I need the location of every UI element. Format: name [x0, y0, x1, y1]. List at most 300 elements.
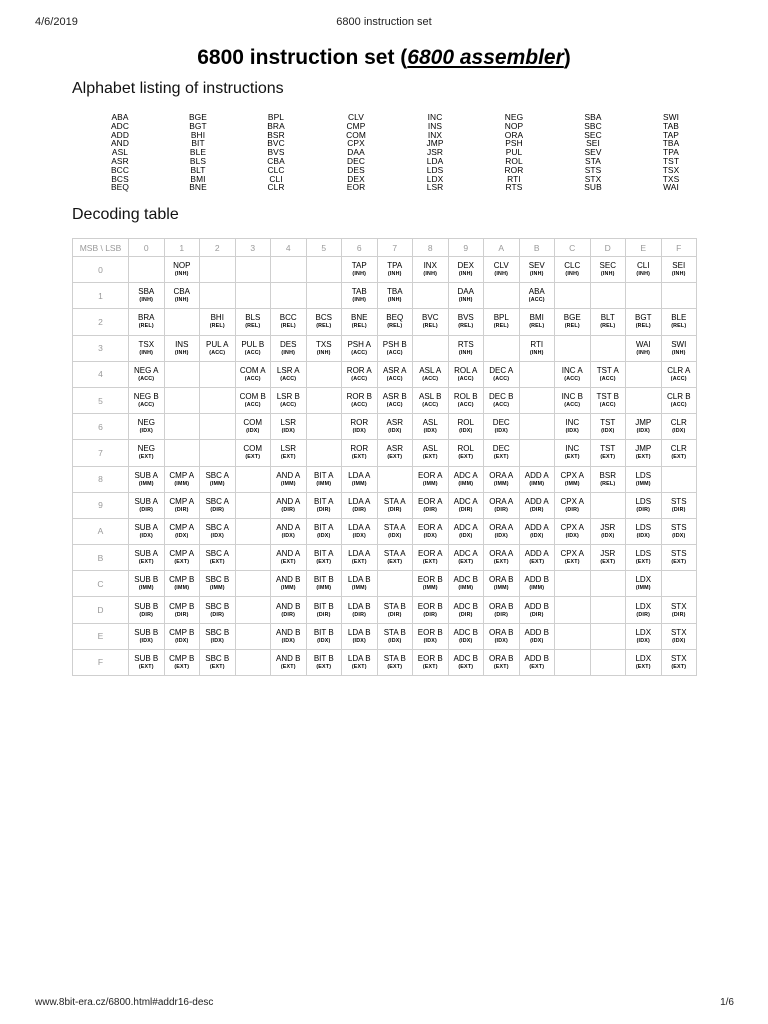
addressing-mode: (IMM) — [635, 585, 651, 592]
instruction-mnemonic: BCS — [111, 173, 129, 184]
addressing-mode: (DIR) — [387, 611, 402, 618]
opcode-mnemonic: SUB B — [134, 575, 159, 585]
addressing-mode: (ACC) — [493, 375, 510, 382]
opcode-mnemonic: TST — [600, 418, 616, 428]
opcode-cell — [484, 440, 520, 466]
opcode-cell — [271, 649, 307, 675]
opcode-cell — [626, 309, 662, 335]
opcode-cell — [271, 335, 307, 361]
instruction-mnemonic: DEC — [347, 155, 365, 166]
addressing-mode: (DIR) — [494, 506, 509, 513]
addressing-mode: (ACC) — [351, 375, 368, 382]
opcode-cell — [448, 335, 484, 361]
opcode-cell — [235, 361, 271, 387]
addressing-mode: (IMM) — [458, 480, 474, 487]
addressing-mode: (REL) — [245, 323, 261, 330]
alphabet-column — [168, 113, 228, 192]
opcode-cell — [519, 518, 555, 544]
opcode-mnemonic: TBA — [386, 287, 403, 297]
opcode-cell — [342, 597, 378, 623]
print-page-number: 1/6 — [720, 997, 734, 1008]
opcode-mnemonic: INS — [175, 339, 189, 349]
opcode-mnemonic: ROR — [350, 444, 369, 454]
addressing-mode: (REL) — [316, 323, 332, 330]
opcode-cell — [626, 597, 662, 623]
empty-cell — [661, 283, 697, 309]
addressing-mode: (INH) — [174, 271, 189, 278]
opcode-cell — [519, 597, 555, 623]
addressing-mode: (EXT) — [635, 559, 651, 566]
opcode-cell — [448, 649, 484, 675]
opcode-mnemonic: BEQ — [386, 313, 404, 323]
opcode-mnemonic: LDA A — [348, 470, 371, 480]
opcode-mnemonic: EOR B — [417, 653, 443, 663]
empty-cell — [413, 335, 449, 361]
opcode-mnemonic: STA A — [383, 496, 406, 506]
instruction-mnemonic: JMP — [426, 138, 444, 149]
addressing-mode: (REL) — [422, 323, 438, 330]
opcode-cell — [590, 387, 626, 413]
opcode-mnemonic: ADD B — [524, 653, 549, 663]
addressing-mode: (IMM) — [209, 480, 225, 487]
opcode-cell — [342, 440, 378, 466]
addressing-mode: (IMM) — [209, 585, 225, 592]
assembler-link[interactable]: 6800 assembler — [407, 46, 564, 69]
empty-cell — [377, 466, 413, 492]
instruction-mnemonic: SBA — [584, 112, 602, 122]
opcode-cell — [164, 257, 200, 283]
msb-row-header: 8 — [73, 466, 129, 492]
addressing-mode: (EXT) — [138, 454, 154, 461]
opcode-mnemonic: LDA A — [348, 522, 371, 532]
addressing-mode: (DIR) — [565, 506, 580, 513]
opcode-cell — [626, 335, 662, 361]
table-row — [73, 492, 697, 518]
opcode-mnemonic: TSX — [138, 339, 155, 349]
opcode-cell — [413, 466, 449, 492]
opcode-mnemonic: INC — [565, 444, 580, 454]
addressing-mode: (IMM) — [493, 585, 509, 592]
addressing-mode: (INH) — [387, 297, 402, 304]
empty-cell — [164, 414, 200, 440]
opcode-cell — [484, 597, 520, 623]
page-title-suffix: ) — [563, 46, 571, 69]
addressing-mode: (EXT) — [458, 663, 474, 670]
alphabet-column — [641, 113, 701, 192]
opcode-mnemonic: AND A — [276, 522, 301, 532]
addressing-mode: (INH) — [458, 297, 473, 304]
instruction-mnemonic: LDA — [426, 155, 444, 166]
opcode-mnemonic: SUB A — [134, 522, 159, 532]
opcode-mnemonic: NEG A — [134, 365, 159, 375]
empty-cell — [413, 283, 449, 309]
opcode-mnemonic: ORA B — [489, 601, 514, 611]
addressing-mode: (EXT) — [351, 454, 367, 461]
addressing-mode: (IDX) — [494, 428, 508, 435]
empty-cell — [235, 571, 271, 597]
opcode-cell — [342, 414, 378, 440]
opcode-mnemonic: INC — [565, 418, 580, 428]
opcode-cell — [661, 649, 697, 675]
empty-cell — [306, 283, 342, 309]
opcode-cell — [377, 309, 413, 335]
empty-cell — [555, 649, 591, 675]
table-row — [73, 361, 697, 387]
addressing-mode: (IMM) — [138, 480, 154, 487]
empty-cell — [200, 414, 236, 440]
instruction-mnemonic: LSR — [426, 182, 444, 193]
print-footer-url: www.8bit-era.cz/6800.html#addr16-desc — [35, 997, 214, 1008]
opcode-cell — [448, 414, 484, 440]
opcode-cell — [271, 571, 307, 597]
addressing-mode: (IMM) — [529, 585, 545, 592]
opcode-cell — [413, 623, 449, 649]
instruction-mnemonic: CLR — [267, 182, 285, 193]
addressing-mode: (ACC) — [138, 375, 155, 382]
table-row — [73, 335, 697, 361]
addressing-mode: (ACC) — [138, 402, 155, 409]
empty-cell — [164, 361, 200, 387]
opcode-cell — [235, 309, 271, 335]
opcode-mnemonic: STS — [670, 496, 687, 506]
addressing-mode: (DIR) — [281, 611, 296, 618]
lsb-column-header: D — [590, 239, 626, 257]
instruction-mnemonic: TAB — [663, 120, 679, 131]
opcode-mnemonic: BHI — [210, 313, 224, 323]
opcode-cell — [590, 466, 626, 492]
lsb-column-header: 6 — [342, 239, 378, 257]
opcode-cell — [413, 361, 449, 387]
opcode-cell — [306, 545, 342, 571]
opcode-mnemonic: ORA A — [489, 496, 514, 506]
opcode-cell — [164, 623, 200, 649]
opcode-mnemonic: LDX — [635, 653, 652, 663]
table-row — [73, 545, 697, 571]
alphabet-column — [484, 113, 544, 192]
opcode-cell — [413, 518, 449, 544]
addressing-mode: (REL) — [600, 323, 616, 330]
opcode-cell — [413, 545, 449, 571]
opcode-cell — [519, 283, 555, 309]
opcode-mnemonic: ADD A — [524, 470, 549, 480]
addressing-mode: (IDX) — [459, 637, 473, 644]
opcode-mnemonic: CMP A — [169, 470, 195, 480]
opcode-cell — [413, 571, 449, 597]
opcode-mnemonic: BNE — [351, 313, 368, 323]
opcode-mnemonic: STX — [670, 627, 687, 637]
instruction-mnemonic: WAI — [663, 182, 679, 193]
opcode-mnemonic: LDA B — [347, 575, 371, 585]
addressing-mode: (INH) — [636, 271, 651, 278]
opcode-cell — [164, 571, 200, 597]
opcode-cell — [164, 545, 200, 571]
opcode-mnemonic: ABA — [528, 287, 545, 297]
empty-cell — [200, 257, 236, 283]
opcode-mnemonic: ADD A — [524, 496, 549, 506]
opcode-cell — [200, 335, 236, 361]
opcode-cell — [484, 414, 520, 440]
opcode-cell — [448, 257, 484, 283]
opcode-cell — [129, 309, 165, 335]
opcode-cell — [200, 571, 236, 597]
lsb-column-header: B — [519, 239, 555, 257]
instruction-mnemonic: BLE — [189, 147, 207, 158]
opcode-mnemonic: PSH B — [382, 339, 407, 349]
opcode-cell — [555, 361, 591, 387]
opcode-cell — [519, 571, 555, 597]
empty-cell — [555, 571, 591, 597]
opcode-mnemonic: ADC B — [453, 575, 478, 585]
opcode-cell — [555, 545, 591, 571]
lsb-column-header: 5 — [306, 239, 342, 257]
addressing-mode: (IDX) — [175, 532, 189, 539]
decoding-table — [72, 238, 697, 676]
addressing-mode: (INH) — [387, 271, 402, 278]
addressing-mode: (EXT) — [458, 454, 474, 461]
opcode-mnemonic: LDA A — [348, 549, 371, 559]
empty-cell — [235, 623, 271, 649]
opcode-cell — [448, 440, 484, 466]
msb-row-header: 2 — [73, 309, 129, 335]
opcode-cell — [448, 492, 484, 518]
opcode-mnemonic: EOR A — [418, 522, 443, 532]
opcode-cell — [661, 440, 697, 466]
opcode-mnemonic: CLC — [564, 261, 581, 271]
addressing-mode: (IMM) — [422, 585, 438, 592]
addressing-mode: (IMM) — [280, 585, 296, 592]
opcode-cell — [164, 597, 200, 623]
opcode-mnemonic: SEC — [599, 261, 616, 271]
opcode-cell — [413, 597, 449, 623]
opcode-cell — [235, 440, 271, 466]
opcode-mnemonic: NEG B — [133, 392, 159, 402]
opcode-cell — [271, 597, 307, 623]
opcode-cell — [271, 387, 307, 413]
instruction-mnemonic: BIT — [191, 138, 205, 149]
opcode-mnemonic: COM — [243, 418, 263, 428]
addressing-mode: (INH) — [458, 271, 473, 278]
addressing-mode: (EXT) — [493, 559, 509, 566]
opcode-cell — [555, 309, 591, 335]
opcode-mnemonic: STS — [670, 549, 687, 559]
opcode-mnemonic: LDX — [635, 601, 652, 611]
opcode-mnemonic: SBC A — [205, 549, 230, 559]
empty-cell — [555, 597, 591, 623]
addressing-mode: (IMM) — [493, 480, 509, 487]
instruction-mnemonic: BLT — [190, 164, 206, 175]
table-row — [73, 597, 697, 623]
table-row — [73, 466, 697, 492]
opcode-cell — [342, 257, 378, 283]
opcode-mnemonic: NOP — [173, 261, 191, 271]
opcode-cell — [271, 414, 307, 440]
print-date: 4/6/2019 — [35, 16, 78, 28]
opcode-mnemonic: DES — [280, 339, 297, 349]
addressing-mode: (INH) — [671, 271, 686, 278]
instruction-mnemonic: CLV — [348, 112, 364, 122]
addressing-mode: (IDX) — [210, 637, 224, 644]
instruction-mnemonic: BGT — [189, 120, 207, 131]
addressing-mode: (IDX) — [281, 428, 295, 435]
opcode-cell — [342, 518, 378, 544]
addressing-mode: (EXT) — [493, 454, 509, 461]
opcode-cell — [590, 257, 626, 283]
addressing-mode: (REL) — [209, 323, 225, 330]
opcode-cell — [200, 492, 236, 518]
addressing-mode: (INH) — [671, 349, 686, 356]
opcode-cell — [661, 309, 697, 335]
opcode-mnemonic: BGT — [635, 313, 652, 323]
opcode-cell — [519, 492, 555, 518]
opcode-cell — [413, 440, 449, 466]
empty-cell — [306, 257, 342, 283]
addressing-mode: (IDX) — [672, 428, 686, 435]
addressing-mode: (INH) — [529, 349, 544, 356]
opcode-cell — [519, 545, 555, 571]
addressing-mode: (IDX) — [636, 428, 650, 435]
addressing-mode: (IDX) — [139, 637, 153, 644]
empty-cell — [519, 440, 555, 466]
addressing-mode: (ACC) — [280, 402, 297, 409]
instruction-mnemonic: BCC — [111, 164, 129, 175]
instruction-mnemonic: CPX — [347, 138, 365, 149]
instruction-mnemonic: JSR — [426, 147, 444, 158]
empty-cell — [235, 492, 271, 518]
opcode-mnemonic: ADD B — [524, 575, 549, 585]
opcode-mnemonic: SUB B — [134, 653, 159, 663]
opcode-cell — [342, 466, 378, 492]
instruction-mnemonic: TST — [662, 155, 680, 166]
empty-cell — [377, 571, 413, 597]
opcode-mnemonic: NEG — [137, 418, 155, 428]
empty-cell — [200, 361, 236, 387]
opcode-cell — [555, 387, 591, 413]
addressing-mode: (IDX) — [139, 428, 153, 435]
table-row — [73, 283, 697, 309]
empty-cell — [626, 283, 662, 309]
opcode-mnemonic: BIT B — [313, 601, 334, 611]
addressing-mode: (IDX) — [139, 532, 153, 539]
opcode-cell — [448, 518, 484, 544]
instruction-mnemonic: LDX — [426, 173, 444, 184]
opcode-mnemonic: AND B — [276, 601, 301, 611]
addressing-mode: (EXT) — [529, 663, 545, 670]
opcode-mnemonic: TPA — [387, 261, 403, 271]
table-row — [73, 440, 697, 466]
opcode-cell — [519, 466, 555, 492]
opcode-cell — [590, 440, 626, 466]
addressing-mode: (EXT) — [245, 454, 261, 461]
opcode-mnemonic: STA A — [383, 522, 406, 532]
opcode-mnemonic: EOR B — [417, 601, 443, 611]
opcode-mnemonic: BLE — [671, 313, 687, 323]
msb-row-header: E — [73, 623, 129, 649]
opcode-mnemonic: AND A — [276, 470, 301, 480]
empty-cell — [484, 335, 520, 361]
addressing-mode: (INH) — [565, 271, 580, 278]
empty-cell — [200, 440, 236, 466]
opcode-cell — [661, 387, 697, 413]
opcode-cell — [661, 492, 697, 518]
msb-row-header: 5 — [73, 387, 129, 413]
opcode-cell — [661, 545, 697, 571]
opcode-cell — [448, 545, 484, 571]
addressing-mode: (IDX) — [423, 532, 437, 539]
lsb-column-header: 8 — [413, 239, 449, 257]
opcode-mnemonic: ROR B — [346, 392, 372, 402]
addressing-mode: (IDX) — [459, 428, 473, 435]
addressing-mode: (ACC) — [670, 375, 687, 382]
addressing-mode: (EXT) — [635, 454, 651, 461]
empty-cell — [590, 623, 626, 649]
empty-cell — [519, 387, 555, 413]
opcode-cell — [200, 309, 236, 335]
opcode-cell — [377, 335, 413, 361]
opcode-cell — [484, 309, 520, 335]
opcode-mnemonic: CPX A — [560, 470, 585, 480]
addressing-mode: (DIR) — [210, 506, 225, 513]
opcode-mnemonic: ROL — [457, 444, 474, 454]
opcode-cell — [129, 466, 165, 492]
addressing-mode: (INH) — [139, 297, 154, 304]
opcode-cell — [590, 414, 626, 440]
opcode-mnemonic: CMP B — [169, 627, 195, 637]
opcode-cell — [342, 361, 378, 387]
opcode-cell — [484, 492, 520, 518]
empty-cell — [235, 466, 271, 492]
msb-row-header: 6 — [73, 414, 129, 440]
instruction-mnemonic: ASL — [111, 147, 129, 158]
addressing-mode: (IDX) — [388, 637, 402, 644]
empty-cell — [235, 597, 271, 623]
empty-cell — [235, 283, 271, 309]
empty-cell — [200, 387, 236, 413]
instruction-mnemonic: DAA — [347, 147, 365, 158]
instruction-mnemonic: ROR — [504, 164, 524, 175]
addressing-mode: (REL) — [493, 323, 509, 330]
instruction-mnemonic: TBA — [662, 138, 680, 149]
opcode-mnemonic: STA B — [383, 653, 406, 663]
opcode-mnemonic: AND B — [276, 653, 301, 663]
opcode-mnemonic: WAI — [635, 339, 651, 349]
alphabet-listing — [90, 113, 710, 197]
table-row — [73, 571, 697, 597]
opcode-mnemonic: COM B — [239, 392, 266, 402]
opcode-cell — [413, 257, 449, 283]
lsb-column-header: 9 — [448, 239, 484, 257]
opcode-mnemonic: LDS — [635, 522, 652, 532]
table-row — [73, 623, 697, 649]
instruction-mnemonic: AND — [111, 138, 129, 149]
opcode-mnemonic: INC B — [561, 392, 583, 402]
opcode-mnemonic: SEV — [528, 261, 545, 271]
addressing-mode: (INH) — [494, 271, 509, 278]
opcode-cell — [306, 623, 342, 649]
addressing-mode: (DIR) — [671, 611, 686, 618]
opcode-mnemonic: ADD A — [524, 549, 549, 559]
opcode-cell — [200, 597, 236, 623]
addressing-mode: (INH) — [352, 297, 367, 304]
addressing-mode: (IDX) — [530, 532, 544, 539]
instruction-mnemonic: TSX — [662, 164, 680, 175]
addressing-mode: (ACC) — [244, 375, 261, 382]
opcode-mnemonic: PSH A — [347, 339, 372, 349]
addressing-mode: (IDX) — [317, 637, 331, 644]
opcode-cell — [626, 571, 662, 597]
addressing-mode: (IMM) — [458, 585, 474, 592]
opcode-cell — [484, 623, 520, 649]
opcode-mnemonic: SBC B — [205, 575, 230, 585]
